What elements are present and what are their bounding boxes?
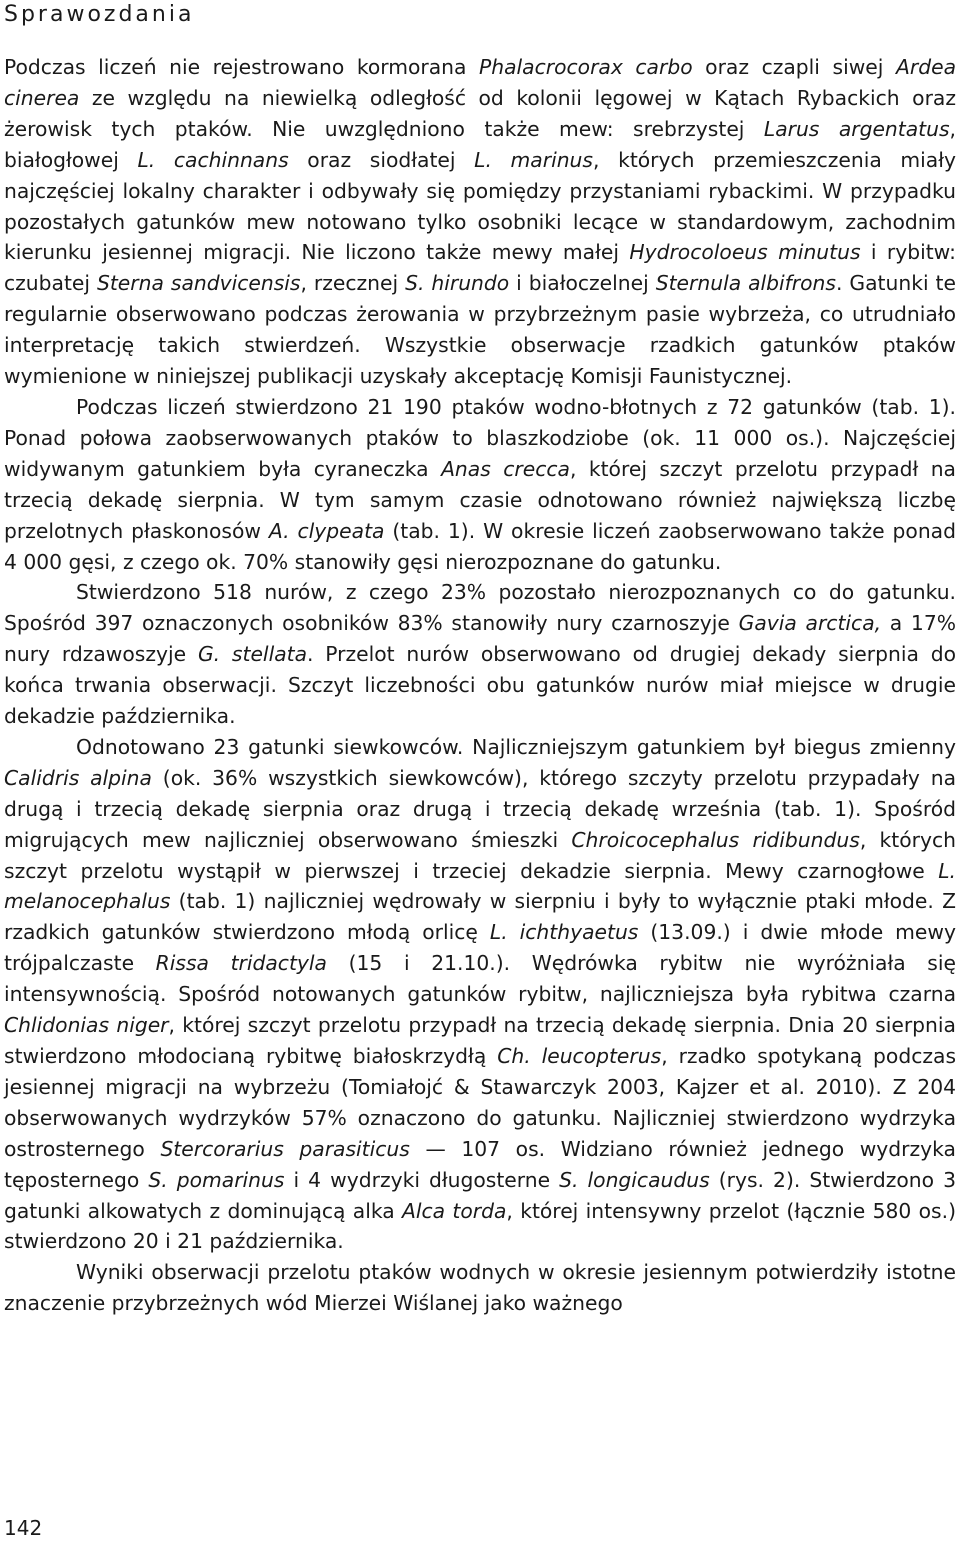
species-name-italic: Gavia arctica, — [738, 611, 882, 636]
text-run: ze względu na niewielką odległość od kolonii lęgowej w Kątach Rybackich oraz żerowisk tych ptaków. Nie uwzględniono także mew: srebrzystej — [4, 85, 956, 141]
species-name-italic: Alca torda — [402, 1198, 507, 1223]
text-run: , których przemieszczenia miały najczęściej lokalny charakter i odbywały się pomiędzy przystaniami rybackimi. W przypadku pozostałych gatunków mew notowano tylko osobniki lecące w standardowym, zachodnim kierunku jesiennej migracji. Nie liczono także mewy małej — [4, 147, 956, 265]
text-run: (tab. 1) najliczniej wędrowały w sierpniu i były to wyłącznie ptaki młode. Z rzadkich gatunków stwierdzono młodą orlicę — [4, 889, 956, 945]
text-run: i rybitw: czubatej — [4, 240, 956, 296]
text-run: — 107 os. Widziano również jednego wydrzyka tęposternego — [4, 1136, 956, 1192]
text-run: (ok. 36% wszystkich siewkowców), którego szczyty przelotu przypadały na drugą i trzecią dekadę sierpnia oraz drugą i trzecią dekadę września (tab. 1). Spośród migrujących mew najliczniej obserwowano śmieszki — [4, 765, 956, 852]
text-run: , białogłowej — [4, 116, 956, 172]
text-run: , której intensywny przelot (łącznie 580 os.) stwierdzono 20 i 21 października. — [4, 1198, 956, 1254]
text-run: , rzecznej — [300, 271, 406, 296]
species-name-italic: L. ichthyaetus — [489, 920, 639, 945]
species-name-italic: S. longicaudus — [559, 1167, 710, 1192]
text-run: i białoczelnej — [509, 271, 656, 296]
species-name-italic: G. stellata — [197, 642, 308, 667]
text-run: oraz siodłatej — [288, 147, 475, 172]
species-name-italic: S. hirundo — [405, 271, 510, 296]
species-name-italic: Larus argentatus — [763, 116, 950, 141]
species-name-italic: Anas crecca — [441, 456, 570, 481]
text-run: i 4 wydrzyki długosterne — [284, 1167, 560, 1192]
species-name-italic: Ch. leucopterus — [497, 1044, 662, 1068]
text-run: (tab. 1). W okresie liczeń zaobserwowano także ponad 4 000 gęsi, z czego ok. 70% stanowiły gęsi nierozpoznane do gatunku. — [4, 518, 956, 574]
text-run: (13.09.) i dwie młode mewy trójpalczaste — [4, 920, 956, 976]
species-name-italic: A. clypeata — [268, 518, 385, 543]
page-number: 142 — [4, 1516, 43, 1540]
species-name-italic: Chroicocephalus ridibundus — [571, 827, 860, 852]
text-run: oraz czapli siwej — [692, 55, 896, 79]
species-name-italic: Calidris alpina — [4, 765, 152, 790]
text-run: Podczas liczeń stwierdzono 21 190 ptaków wodno-błotnych z 72 gatunków (tab. 1). Ponad połowa zaobserwowanych ptaków to blaszkodziobe (ok. 11 000 os.). Najczęściej widywanym gatunkiem była cyraneczka — [4, 394, 956, 481]
text-run: (15 i 21.10.). Wędrówka rybitw nie wyróżniała się intensywnością. Spośród notowanych gatunków rybitw, najliczniejsza była rybitwa czarna — [4, 951, 956, 1007]
paragraph — [4, 732, 956, 1257]
paragraph — [4, 577, 956, 732]
species-name-italic: Hydrocoloeus minutus — [629, 240, 861, 265]
paragraph — [4, 392, 956, 577]
text-run: , rzadko spotykaną podczas jesiennej migracji na wybrzeżu (Tomiałojć & Stawarczyk 2003, Kajzer et al. 2010). Z 204 obserwowanych wydrzyków 57% oznaczono do gatunku. Najliczniej stwierdzono wydrzyka ostrosternego — [4, 1044, 957, 1161]
text-run: (rys. 2). Stwierdzono 3 gatunki alkowatych z dominującą alka — [4, 1167, 957, 1223]
paragraph — [4, 1257, 956, 1319]
species-name-italic: Phalacrocorax carbo — [479, 55, 693, 79]
species-name-italic: Rissa tridactyla — [155, 951, 327, 976]
text-run: , której szczyt przelotu przypadł na trzecią dekadę sierpnia. Dnia 20 sierpnia stwierdzono młodocianą rybitwę białoskrzydłą — [4, 1013, 956, 1068]
text-run: Stwierdzono 518 nurów, z czego 23% pozostało nierozpoznanych co do gatunku. Spośród 397 oznaczonych osobników 83% stanowiły nury czarnoszyje — [4, 580, 956, 636]
species-name-italic: Chlidonias niger — [4, 1013, 169, 1038]
text-run: . Gatunki te regularnie obserwowano podczas żerowania w przybrzeżnym pasie wybrzeża, co utrudniało interpretację takich stwierdzeń. Wszystkie obserwacje rzadkich gatunków ptaków wymienione w niniejszej publikacji uzyskały akceptację Komisji Faunistycznej. — [4, 271, 956, 389]
species-name-italic: Ardea cinerea — [4, 55, 956, 110]
text-run: Odnotowano 23 gatunki siewkowców. Najliczniejszym gatunkiem był biegus zmienny — [76, 734, 956, 759]
text-run: . Przelot nurów obserwowano od drugiej dekady sierpnia do końca trwania obserwacji. Szczyt liczebności obu gatunków nurów miał miejsce w drugie dekadzie października. — [4, 642, 956, 729]
page-header: Sprawozdania — [4, 2, 195, 27]
species-name-italic: Stercorarius parasiticus — [160, 1136, 410, 1161]
species-name-italic: L. cachinnans — [137, 147, 289, 172]
paragraph — [4, 52, 956, 392]
text-run: Podczas liczeń nie rejestrowano kormorana — [4, 55, 480, 79]
text-run: Wyniki obserwacji przelotu ptaków wodnych w okresie jesiennym potwierdziły istotne znaczenie przybrzeżnych wód Mierzei Wiślanej jako ważnego — [4, 1260, 956, 1316]
species-name-italic: L. marinus — [474, 147, 593, 172]
text-run: a 17% nury rdzawoszyje — [4, 611, 957, 667]
text-run: , których szczyt przelotu wystąpił w pierwszej i trzeciej dekadzie sierpnia. Mewy czarnogłowe — [4, 827, 956, 883]
species-name-italic: S. pomarinus — [148, 1167, 285, 1192]
text-run: , której szczyt przelotu przypadł na trzecią dekadę sierpnia. W tym samym czasie odnotowano również największą liczbę przelotnych płaskonosów — [4, 456, 956, 543]
species-name-italic: Sterna sandvicensis — [96, 271, 301, 296]
species-name-italic: L. melanocephalus — [4, 858, 956, 914]
article-body — [4, 52, 956, 1319]
species-name-italic: Sternula albifrons — [655, 271, 836, 296]
